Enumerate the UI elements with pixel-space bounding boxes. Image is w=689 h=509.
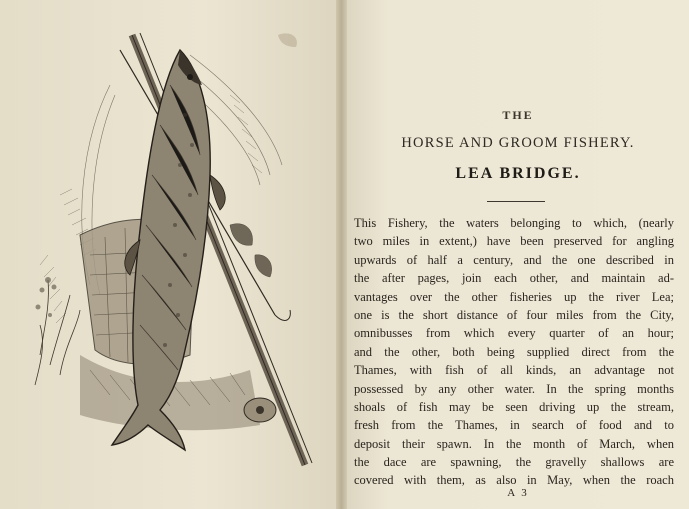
body-line: This Fishery, the waters belonging to which, (nearly — [354, 216, 674, 230]
body-line: shoals of fish may be seen driving up the stream, — [354, 399, 674, 414]
body-line: two miles in extent,) have been preserved for angling — [354, 234, 674, 249]
body-line: deposit their spawn. In the month of March, when — [354, 436, 674, 451]
signature-mark: A 3 — [507, 487, 529, 499]
body-line: vantages over the other fisheries up the river Lea; — [354, 289, 674, 304]
body-line: the dace are spawning, the gravelly shallows are — [354, 455, 674, 470]
page-title: HORSE AND GROOM FISHERY. — [401, 135, 635, 151]
series-title: THE — [502, 108, 534, 122]
body-line: upwards of half a century, and the one described in — [354, 252, 674, 267]
body-paragraph — [354, 214, 674, 490]
page-subtitle: LEA BRIDGE. — [455, 165, 581, 182]
body-line: fresh from the Thames, in search of food and to — [354, 418, 674, 433]
fish-and-rod-engraving-icon — [20, 25, 335, 490]
body-line: the after pages, join each other, and maintain ad- — [354, 271, 674, 286]
body-line: one is the short distance of four miles from the City, — [354, 307, 674, 322]
body-line: covered with them, as also in May, when the roach — [354, 473, 674, 488]
body-line: and the other, both being supplied direct from the — [354, 344, 674, 359]
title-divider — [487, 201, 545, 202]
body-line: Thames, with fish of all kinds, an advantage not — [354, 363, 674, 378]
body-line: possessed by any other water. In the spring months — [354, 381, 674, 396]
body-line: omnibusses from which every quarter of an hour; — [354, 326, 674, 341]
